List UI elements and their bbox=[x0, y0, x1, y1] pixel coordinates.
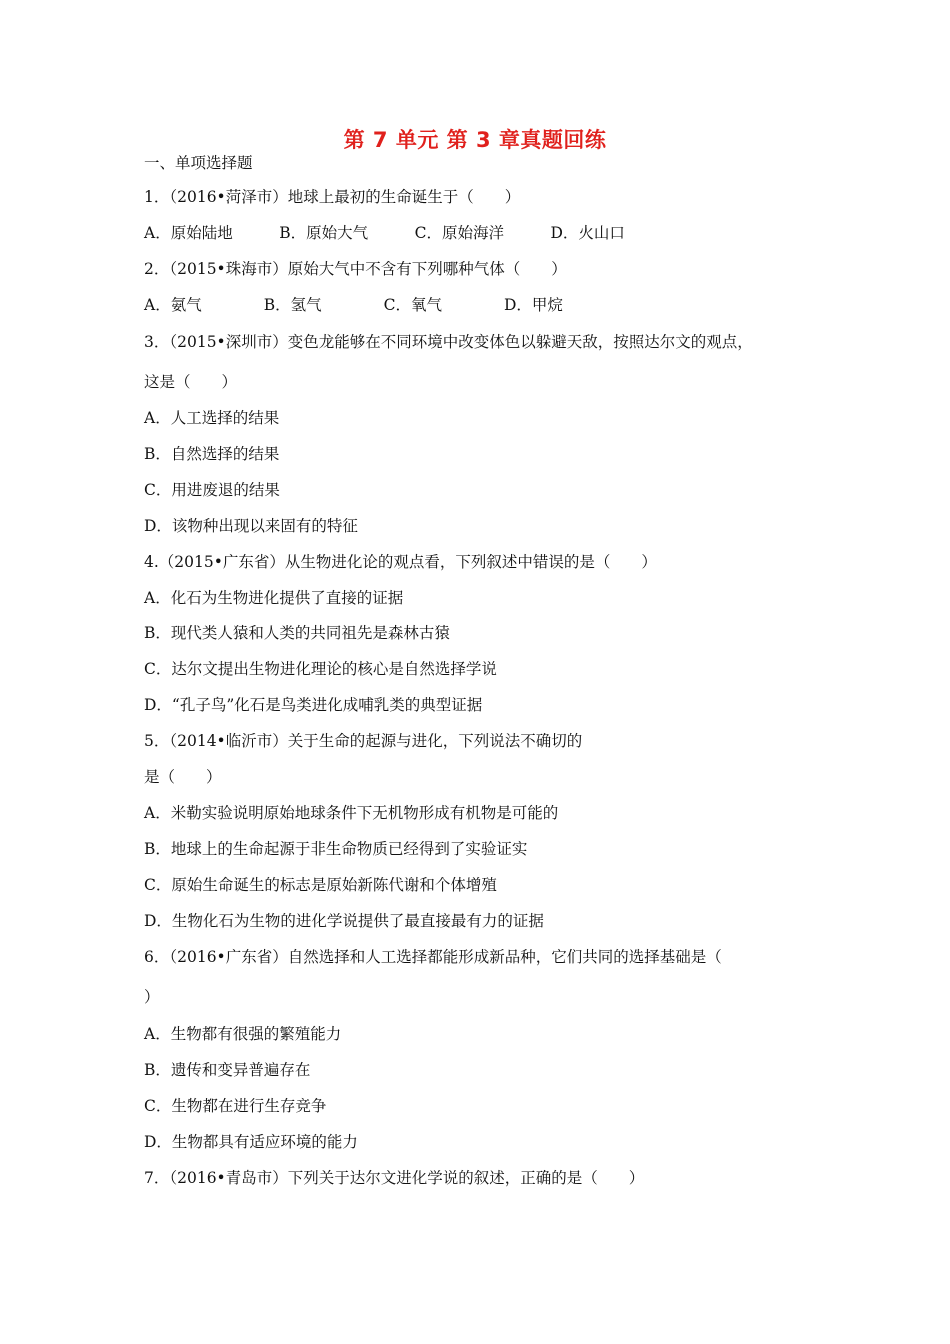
question-4-option-d: D．“孔子鸟”化石是鸟类进化成哺乳类的典型证据 bbox=[144, 696, 483, 714]
question-5-option-a: A．米勒实验说明原始地球条件下无机物形成有机物是可能的 bbox=[144, 804, 559, 822]
question-4-option-a: A．化石为生物进化提供了直接的证据 bbox=[144, 589, 404, 607]
page-title: 第 7 单元 第 3 章真题回练 bbox=[343, 128, 607, 152]
question-3-option-d: D．该物种出现以来固有的特征 bbox=[144, 517, 358, 535]
question-6: 6．（2016•广东省）自然选择和人工选择都能形成新品种，它们共同的选择基础是（ bbox=[144, 948, 722, 966]
question-3-cont: 这是（ ） bbox=[144, 373, 238, 391]
question-5-option-d: D．生物化石为生物的进化学说提供了最直接最有力的证据 bbox=[144, 912, 544, 930]
question-4-option-b: B．现代类人猿和人类的共同祖先是森林古猿 bbox=[144, 624, 450, 642]
question-3-option-a: A．人工选择的结果 bbox=[144, 409, 280, 427]
question-4: 4.（2015•广东省）从生物进化论的观点看，下列叙述中错误的是（ ） bbox=[144, 553, 657, 571]
question-4-option-c: C．达尔文提出生物进化理论的核心是自然选择学说 bbox=[144, 660, 497, 678]
question-6-option-b: B．遗传和变异普遍存在 bbox=[144, 1061, 311, 1079]
question-1-options: A．原始陆地 B．原始大气 C．原始海洋 D．火山口 bbox=[144, 224, 625, 242]
question-6-option-d: D．生物都具有适应环境的能力 bbox=[144, 1133, 358, 1151]
question-5: 5．（2014•临沂市）关于生命的起源与进化，下列说法不确切的 bbox=[144, 732, 583, 750]
question-6-option-a: A．生物都有很强的繁殖能力 bbox=[144, 1025, 342, 1043]
question-5-option-b: B．地球上的生命起源于非生命物质已经得到了实验证实 bbox=[144, 840, 528, 858]
question-1: 1．（2016•菏泽市）地球上最初的生命诞生于（ ） bbox=[144, 188, 521, 206]
question-3-option-c: C．用进废退的结果 bbox=[144, 481, 280, 499]
question-2: 2．（2015•珠海市）原始大气中不含有下列哪种气体（ ） bbox=[144, 260, 567, 278]
question-5-option-c: C．原始生命诞生的标志是原始新陈代谢和个体增殖 bbox=[144, 876, 497, 894]
question-3: 3．（2015•深圳市）变色龙能够在不同环境中改变体色以躲避天敌，按照达尔文的观点， bbox=[144, 333, 753, 351]
section-heading: 一、单项选择题 bbox=[144, 154, 253, 172]
question-6-option-c: C．生物都在进行生存竞争 bbox=[144, 1097, 327, 1115]
question-5-cont: 是（ ） bbox=[144, 768, 222, 786]
question-2-options: A．氨气 B．氢气 C．氧气 D．甲烷 bbox=[144, 296, 563, 314]
question-7: 7．（2016•青岛市）下列关于达尔文进化学说的叙述，正确的是（ ） bbox=[144, 1169, 645, 1187]
question-3-option-b: B．自然选择的结果 bbox=[144, 445, 280, 463]
question-6-cont: ） bbox=[144, 988, 160, 1006]
